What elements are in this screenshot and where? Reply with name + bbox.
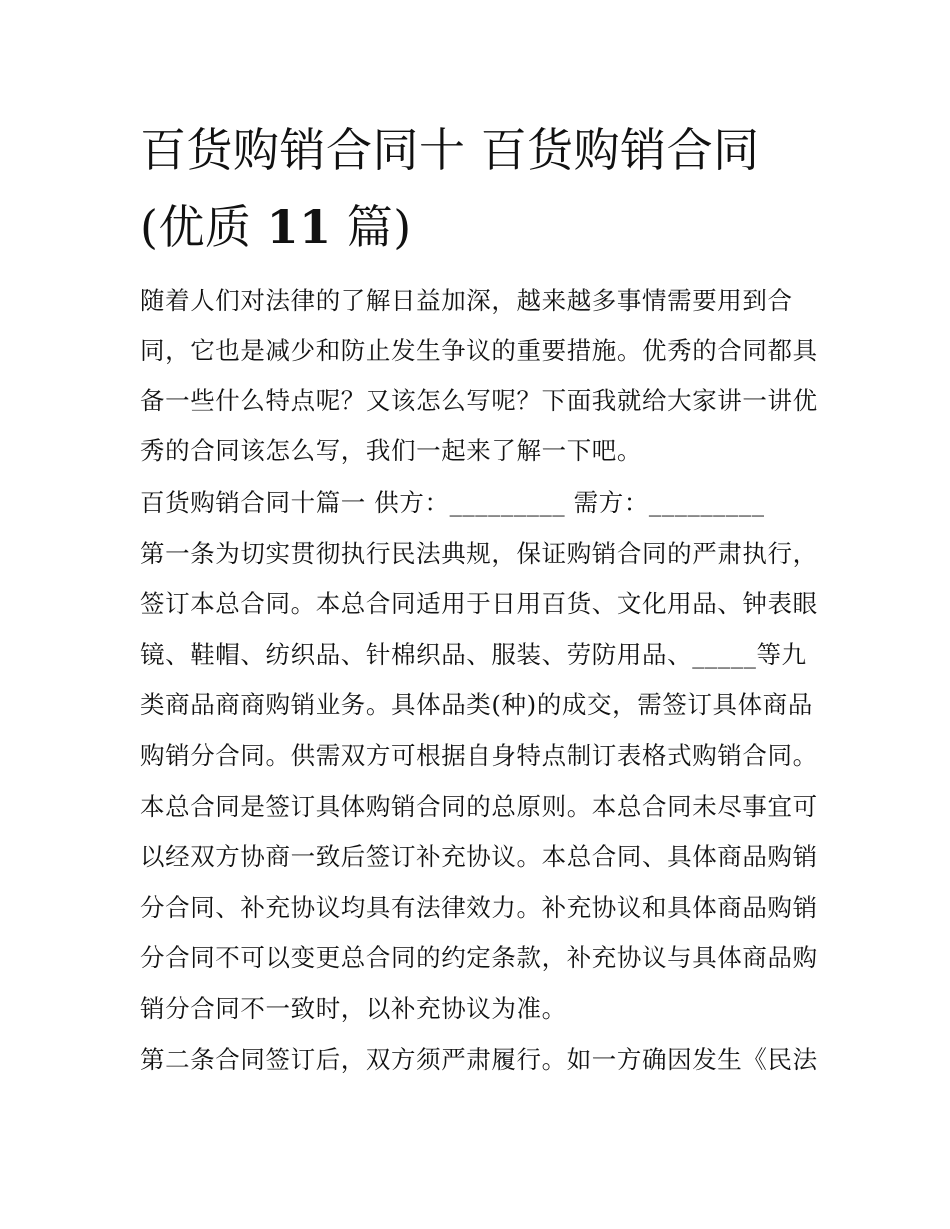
title-line-1: 百货购销合同十 百货购销合同 <box>140 123 760 177</box>
body-line: 本总合同是签订具体购销合同的总原则。本总合同未尽事宜可 <box>140 792 818 821</box>
body-line: 分合同不可以变更总合同的约定条款，补充协议与具体商品购 <box>140 943 818 972</box>
body-line: 销分合同不一致时，以补充协议为准。 <box>140 994 567 1023</box>
document-title <box>140 112 820 266</box>
body-line: 以经双方协商一致后签订补充协议。本总合同、具体商品购销 <box>140 842 818 871</box>
body-line: 签订本总合同。本总合同适用于日用百货、文化用品、钟表眼 <box>140 589 818 618</box>
body-line: 购销分合同。供需双方可根据自身特点制订表格式购销合同。 <box>140 741 818 770</box>
title-line-2-prefix: (优质 <box>140 200 267 254</box>
body-line: 备一些什么特点呢？又该怎么写呢？下面我就给大家讲一讲优 <box>140 386 818 415</box>
body-line: 镜、鞋帽、纺织品、针棉织品、服装、劳防用品、_____等九 <box>140 640 807 669</box>
title-line-2-suffix: 篇) <box>331 200 412 254</box>
body-line: 百货购销合同十篇一 供方：_________ 需方：_________ <box>140 488 765 517</box>
body-line: 同，它也是减少和防止发生争议的重要措施。优秀的合同都具 <box>140 336 818 365</box>
body-line: 分合同、补充协议均具有法律效力。补充协议和具体商品购销 <box>140 893 818 922</box>
body-line: 类商品商商购销业务。具体品类(种)的成交，需签订具体商品 <box>140 690 813 719</box>
title-line-2-number: 11 <box>266 200 332 254</box>
body-line: 秀的合同该怎么写，我们一起来了解一下吧。 <box>140 436 642 465</box>
body-line: 第二条合同签订后，双方须严肃履行。如一方确因发生《民法 <box>140 1045 818 1074</box>
body-line: 第一条为切实贯彻执行民法典规，保证购销合同的严肃执行， <box>140 539 818 568</box>
body-line: 随着人们对法律的了解日益加深，越来越多事情需要用到合 <box>140 286 793 315</box>
